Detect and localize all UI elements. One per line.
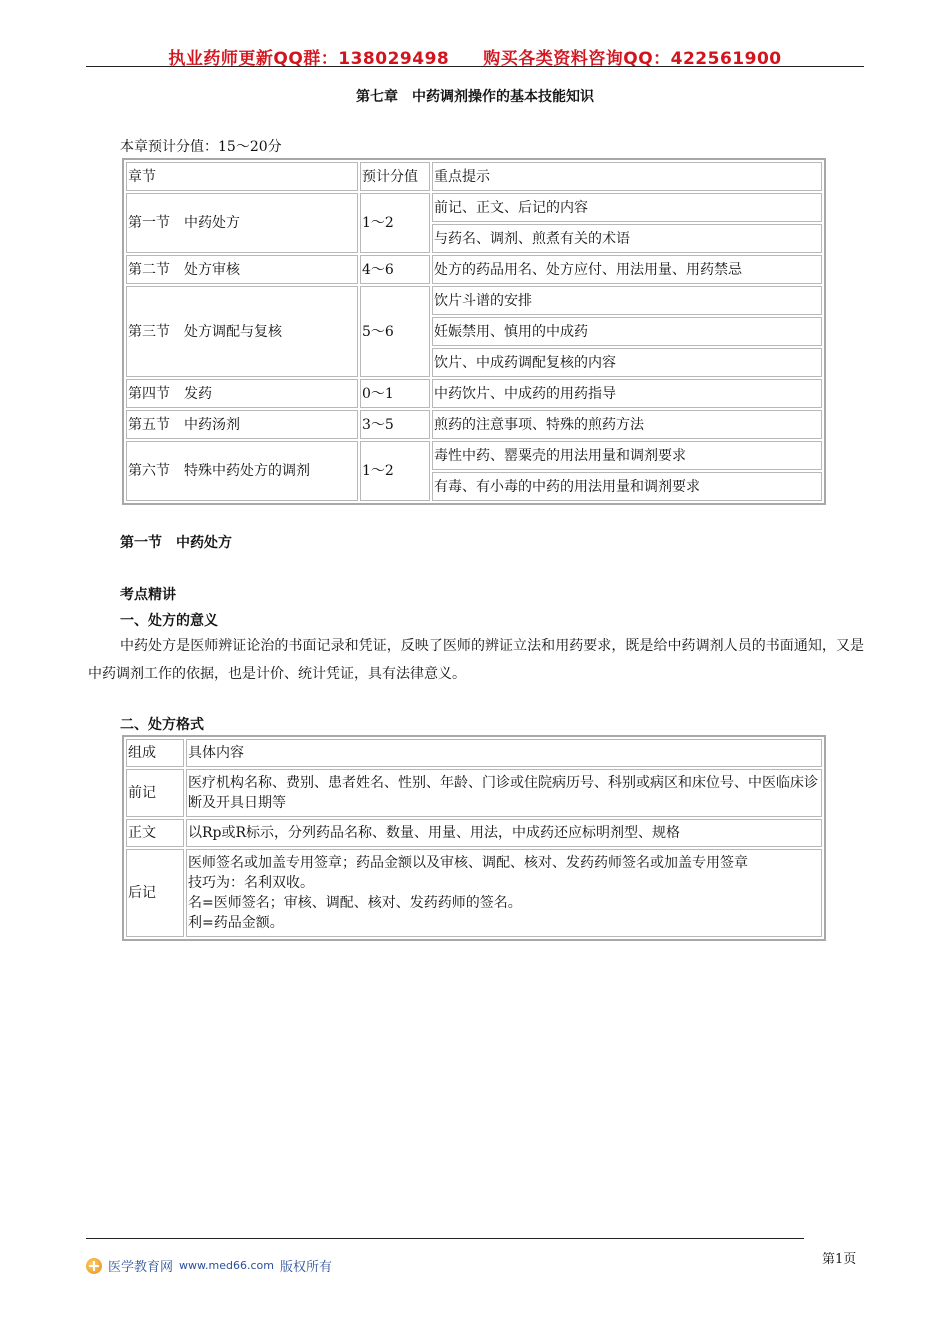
chapter-title: 第七章 中药调剂操作的基本技能知识 xyxy=(356,89,594,105)
points-cell: 与药名、调剂、煎煮有关的术语 xyxy=(432,224,822,253)
header-cell-score: 预计分值 xyxy=(360,162,430,191)
header-divider xyxy=(86,66,864,67)
points-cell: 前记、正文、后记的内容 xyxy=(432,193,822,222)
header-cell-part: 组成 xyxy=(126,739,184,767)
footer-brand[interactable] xyxy=(86,1256,332,1275)
site-logo-icon xyxy=(86,1258,102,1274)
content-cell xyxy=(186,849,822,937)
score-cell: 4～6 xyxy=(360,255,430,284)
points-cell: 有毒、有小毒的中药的用法用量和调剂要求 xyxy=(432,472,822,501)
content-cell: 以Rp或R标示，分列药品名称、数量、用量、用法，中成药还应标明剂型、规格 xyxy=(186,819,822,847)
table-row xyxy=(126,193,822,222)
section-cell: 第五节 中药汤剂 xyxy=(126,410,358,439)
section-cell: 第四节 发药 xyxy=(126,379,358,408)
score-cell: 0～1 xyxy=(360,379,430,408)
points-cell: 饮片、中成药调配复核的内容 xyxy=(432,348,822,377)
part-cell: 后记 xyxy=(126,849,184,937)
footer-rights: 版权所有 xyxy=(279,1260,332,1275)
table-row xyxy=(126,286,822,315)
points-cell: 处方的药品用名、处方应付、用法用量、用药禁忌 xyxy=(432,255,822,284)
header-cell-points: 重点提示 xyxy=(432,162,822,191)
footer-divider xyxy=(86,1238,804,1239)
meaning-paragraph: 中药处方是医师辨证论治的书面记录和凭证，反映了医师的辨证立法和用药要求，既是给中药调剂人员的书面通知，又是中药调剂工作的依据，也是计价、统计凭证，具有法律意义。 xyxy=(88,638,864,682)
content-line: 利=药品金额。 xyxy=(188,915,284,931)
part-cell: 前记 xyxy=(126,769,184,817)
page-number: 第1页 xyxy=(822,1252,857,1267)
points-cell: 妊娠禁用、慎用的中成药 xyxy=(432,317,822,346)
section-cell: 第三节 处方调配与复核 xyxy=(126,286,358,377)
content-cell: 医疗机构名称、费别、患者姓名、性别、年龄、门诊或住院病历号、科别或病区和床位号、中医临床诊断及开具日期等 xyxy=(186,769,822,817)
table-row xyxy=(126,849,822,937)
footer-site-name: 医学教育网 xyxy=(108,1260,174,1275)
meaning-title: 一、处方的意义 xyxy=(120,613,218,629)
format-title: 二、处方格式 xyxy=(120,717,204,733)
header-cell-content: 具体内容 xyxy=(186,739,822,767)
header-purchase-contact: 购买各类资料咨询QQ：422561900 xyxy=(483,49,782,69)
table-row xyxy=(126,769,822,817)
prescription-format-table xyxy=(122,735,826,941)
points-cell: 中药饮片、中成药的用药指导 xyxy=(432,379,822,408)
content-line: 名=医师签名；审核、调配、核对、发药药师的签名。 xyxy=(188,895,522,911)
score-cell: 5～6 xyxy=(360,286,430,377)
section-cell: 第六节 特殊中药处方的调剂 xyxy=(126,441,358,501)
table-header-row xyxy=(126,739,822,767)
section-cell: 第一节 中药处方 xyxy=(126,193,358,253)
table-row xyxy=(126,255,822,284)
header-qq-group: 执业药师更新QQ群：138029498 xyxy=(168,49,450,69)
points-cell: 饮片斗谱的安排 xyxy=(432,286,822,315)
footer-url: www.med66.com xyxy=(179,1259,274,1272)
header-cell-section: 章节 xyxy=(126,162,358,191)
chapter-overview-table xyxy=(122,158,826,505)
table-header-row xyxy=(126,162,822,191)
score-cell: 3～5 xyxy=(360,410,430,439)
section-cell: 第二节 处方审核 xyxy=(126,255,358,284)
content-line: 技巧为：名利双收。 xyxy=(188,875,314,891)
table-row xyxy=(126,379,822,408)
table-row xyxy=(126,441,822,470)
kaodian-title: 考点精讲 xyxy=(120,587,176,603)
points-cell: 毒性中药、罂粟壳的用法用量和调剂要求 xyxy=(432,441,822,470)
chapter-score-line: 本章预计分值：15～20分 xyxy=(120,139,282,155)
table-row xyxy=(126,410,822,439)
points-cell: 煎药的注意事项、特殊的煎药方法 xyxy=(432,410,822,439)
score-cell: 1～2 xyxy=(360,193,430,253)
section-title: 第一节 中药处方 xyxy=(120,535,232,551)
part-cell: 正文 xyxy=(126,819,184,847)
score-cell: 1～2 xyxy=(360,441,430,501)
content-line: 医师签名或加盖专用签章；药品金额以及审核、调配、核对、发药药师签名或加盖专用签章 xyxy=(188,855,748,871)
table-row xyxy=(126,819,822,847)
